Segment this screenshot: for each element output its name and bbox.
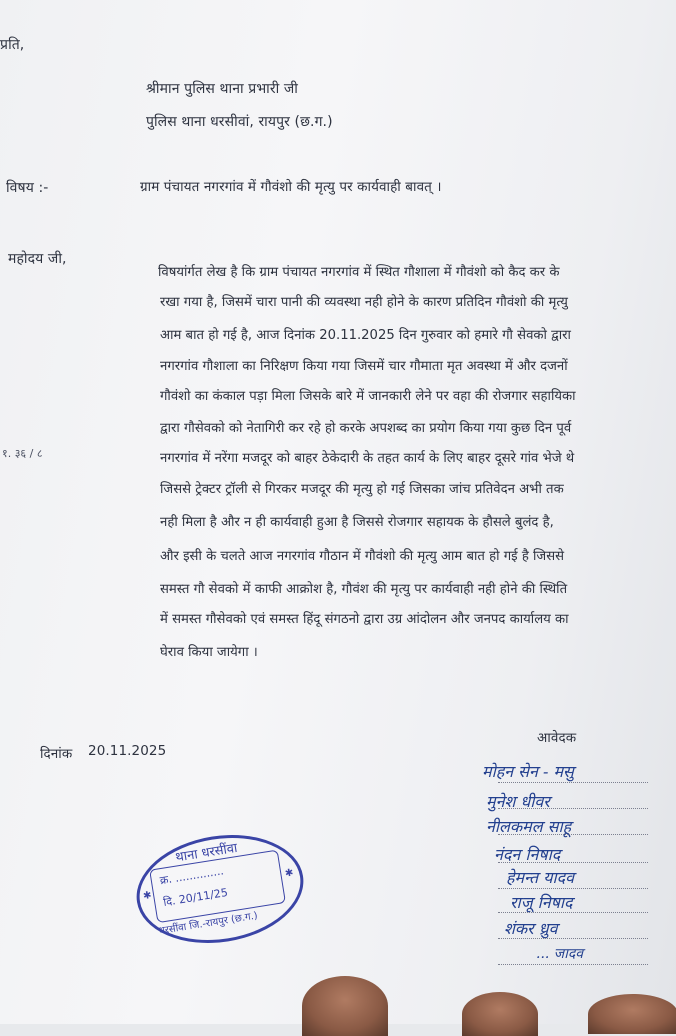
recipient-line-1: श्रीमान पुलिस थाना प्रभारी जी <box>146 81 299 97</box>
police-station-stamp <box>129 824 312 955</box>
signature: मुनेश धीवर <box>486 792 550 811</box>
greeting: महोदय जी, <box>8 251 67 267</box>
signature: मोहन सेन - मसु <box>482 762 574 781</box>
signature: नीलकमल साहू <box>486 817 572 836</box>
body-line: नगरगांव में नरेंगा मजदूर को बाहर ठेकेदारी के तहत कार्य के लिए बाहर दूसरे गांव भेजे थे <box>160 451 575 466</box>
body-line: घेराव किया जायेगा । <box>160 645 258 660</box>
signature: ... जादव <box>536 946 584 962</box>
star-icon: ✱ <box>284 867 295 880</box>
date-label: दिनांक <box>40 746 73 762</box>
finger-left <box>302 976 388 1036</box>
signature-line <box>498 938 648 939</box>
body-line: विषयांर्गत लेख है कि ग्राम पंचायत नगरगांव में स्थित गौशाला में गौवंशो को कैद कर के <box>158 265 560 280</box>
signature: नंदन निषाद <box>494 845 561 864</box>
stamp-row-1: क्र. .............. <box>158 864 225 888</box>
body-line: नगरगांव गौशाला का निरिक्षण किया गया जिसमें चार गौमाता मृत अवस्था में और दजनों <box>160 359 568 374</box>
body-line: आम बात हो गई है, आज दिनांक 20.11.2025 दिन गुरुवार को हमारे गौ सेवको द्वारा <box>160 328 571 343</box>
stamp-inner-box <box>149 850 286 924</box>
stamp-top-text: थाना धरसींवा <box>174 840 239 866</box>
recipient-line-2: पुलिस थाना धरसीवां, रायपुर (छ.ग.) <box>146 114 333 130</box>
stamp-row-2: दि. 20/11/25 <box>162 885 229 909</box>
body-line: समस्त गौ सेवको में काफी आक्रोश है, गौवंश की मृत्यु पर कार्यवाही नही होने की स्थिति <box>160 582 568 597</box>
salutation-prefix: प्रति, <box>0 37 25 53</box>
signature: शंकर ध्रुव <box>504 919 558 938</box>
body-line: जिससे ट्रेक्टर ट्रॉली से गिरकर मजदूर की मृत्यु हो गई जिसका जांच प्रतिवेदन अभी तक <box>160 482 564 497</box>
signature-line <box>498 862 648 863</box>
signature: राजू निषाद <box>510 893 573 912</box>
body-line: द्वारा गौसेवको को नेतागिरी कर रहे हो करके अपशब्द का प्रयोग किया गया कुछ दिन पूर्व <box>160 421 572 436</box>
subject-label: विषय :- <box>6 180 49 196</box>
stamp-bottom-text: धरसींवा जि.-रायपुर (छ.ग.) <box>158 910 259 938</box>
signature-line <box>498 964 648 965</box>
signature-line <box>498 782 648 783</box>
star-icon: ✱ <box>142 889 153 903</box>
body-line: गौवंशो का कंकाल पड़ा मिला जिसके बारे में जानकारी लेने पर वहा की रोजगार सहायिका <box>160 389 576 404</box>
signature-line <box>498 834 648 835</box>
body-line: और इसी के चलते आज नगरगांव गौठान में गौवंशो की मृत्यु आम बात हो गई है जिससे <box>160 549 565 564</box>
finger-right <box>462 992 538 1036</box>
finger-far-right <box>588 994 676 1034</box>
date-value: 20.11.2025 <box>88 743 167 759</box>
body-line: में समस्त गौसेवको एवं समस्त हिंदू संगठनो द्वारा उग्र आंदोलन और जनपद कार्यालय का <box>160 612 569 627</box>
margin-mark: १. ३६ / ८ <box>2 447 43 460</box>
applicant-label: आवेदक <box>537 730 577 746</box>
signature-line <box>498 888 648 889</box>
signature-line <box>498 912 648 913</box>
body-line: रखा गया है, जिसमें चारा पानी की व्यवस्था नही होने के कारण प्रतिदिन गौवंशो की मृत्यु <box>160 295 568 310</box>
body-line: नही मिला है और न ही कार्यवाही हुआ है जिससे रोजगार सहायक के हौसले बुलंद है, <box>160 515 554 530</box>
subject-text: ग्राम पंचायत नगरगांव में गौवंशो की मृत्यु पर कार्यवाही बावत् । <box>140 179 442 195</box>
signature-line <box>498 808 648 809</box>
signature: हेमन्त यादव <box>506 868 575 887</box>
